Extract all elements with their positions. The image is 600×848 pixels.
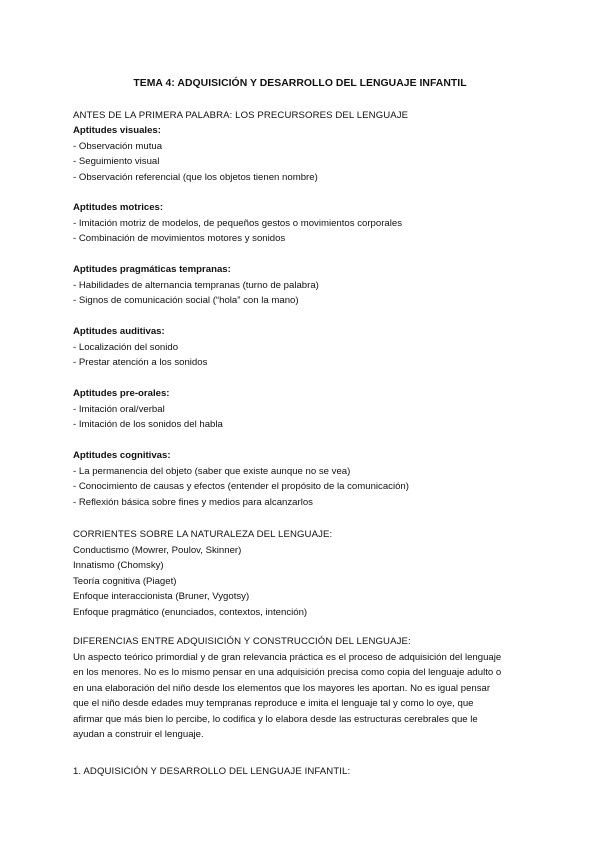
list-item: - Imitación de los sonidos del habla	[73, 419, 223, 430]
list-item: Conductismo (Mowrer, Poulov, Skinner)	[73, 544, 242, 556]
section-heading-precursors: ANTES DE LA PRIMERA PALABRA: LOS PRECURSORES DEL LENGUAJE	[73, 110, 409, 121]
group-preoral	[73, 386, 533, 433]
list-item: - Imitación oral/verbal	[73, 403, 165, 415]
list-item: - Habilidades de alternancia tempranas (turno de palabra)	[73, 279, 319, 291]
group-title: Aptitudes visuales:	[73, 125, 161, 136]
group-title: Aptitudes pre-orales:	[73, 388, 170, 399]
list-item: - Seguimiento visual	[73, 156, 160, 167]
list-item: - Reflexión básica sobre fines y medios para alcanzarlos	[73, 496, 313, 508]
group-pragmatic	[73, 262, 533, 309]
list-item: - Prestar atención a los sonidos	[73, 357, 208, 368]
paragraph-line: ayudan a construir el lenguaje.	[73, 729, 204, 740]
group-title: Aptitudes cognitivas:	[73, 450, 171, 461]
currents-section	[73, 527, 533, 620]
list-item: - Observación referencial (que los objetos tienen nombre)	[73, 171, 318, 183]
paragraph-line: en los menores. No es lo mismo pensar en una adquisición precisa como copia del lenguaje adulto o	[73, 667, 502, 678]
group-title: Aptitudes motrices:	[73, 202, 164, 213]
list-item: Enfoque interaccionista (Bruner, Vygotsy)	[73, 591, 250, 602]
document-title: TEMA 4: ADQUISICIÓN Y DESARROLLO DEL LENGUAJE INFANTIL	[133, 78, 467, 89]
group-auditory	[73, 324, 533, 371]
list-item: - Localización del sonido	[73, 341, 179, 353]
list-item: Enfoque pragmático (enunciados, contextos, intención)	[73, 606, 308, 618]
list-item: - Imitación motriz de modelos, de pequeños gestos o movimientos corporales	[73, 217, 403, 229]
group-title: Aptitudes pragmáticas tempranas:	[73, 264, 231, 275]
group-visual	[73, 123, 533, 185]
group-title: Aptitudes auditivas:	[73, 326, 165, 337]
list-item: Teoría cognitiva (Piaget)	[73, 575, 177, 587]
precursors-section	[73, 108, 533, 124]
paragraph-line: que el niño desde edades muy tempranas reproduce e imita el lenguaje tal y como lo oye, que	[73, 698, 474, 709]
section-1	[73, 764, 533, 780]
section-heading-1: 1. ADQUISICIÓN Y DESARROLLO DEL LENGUAJE INFANTIL:	[73, 766, 351, 777]
paragraph-line: en una elaboración del niño desde los elementos que los mayores les aportan. No es igual pensar	[73, 682, 491, 694]
list-item: Innatismo (Chomsky)	[73, 560, 164, 571]
paragraph-line: Un aspecto teórico primordial y de gran relevancia práctica es el proceso de adquisición del lenguaje	[73, 651, 502, 663]
section-heading-currents: CORRIENTES SOBRE LA NATURALEZA DEL LENGUAJE:	[73, 529, 333, 540]
differences-section	[73, 634, 533, 743]
group-cognitive	[73, 448, 533, 510]
list-item: - Signos de comunicación social (“hola” con la mano)	[73, 295, 299, 306]
list-item: - Conocimiento de causas y efectos (entender el propósito de la comunicación)	[73, 481, 409, 492]
paragraph-line: afirmar que más bien lo percibe, lo codifica y lo elabora desde las estructuras cerebrales que le	[73, 713, 478, 725]
list-item: - Observación mutua	[73, 140, 163, 152]
list-item: - La permanencia del objeto (saber que existe aunque no se vea)	[73, 465, 351, 477]
list-item: - Combinación de movimientos motores y sonidos	[73, 233, 286, 244]
group-motor	[73, 200, 533, 247]
section-heading-differences: DIFERENCIAS ENTRE ADQUISICIÓN Y CONSTRUCCIÓN DEL LENGUAJE:	[73, 636, 411, 647]
